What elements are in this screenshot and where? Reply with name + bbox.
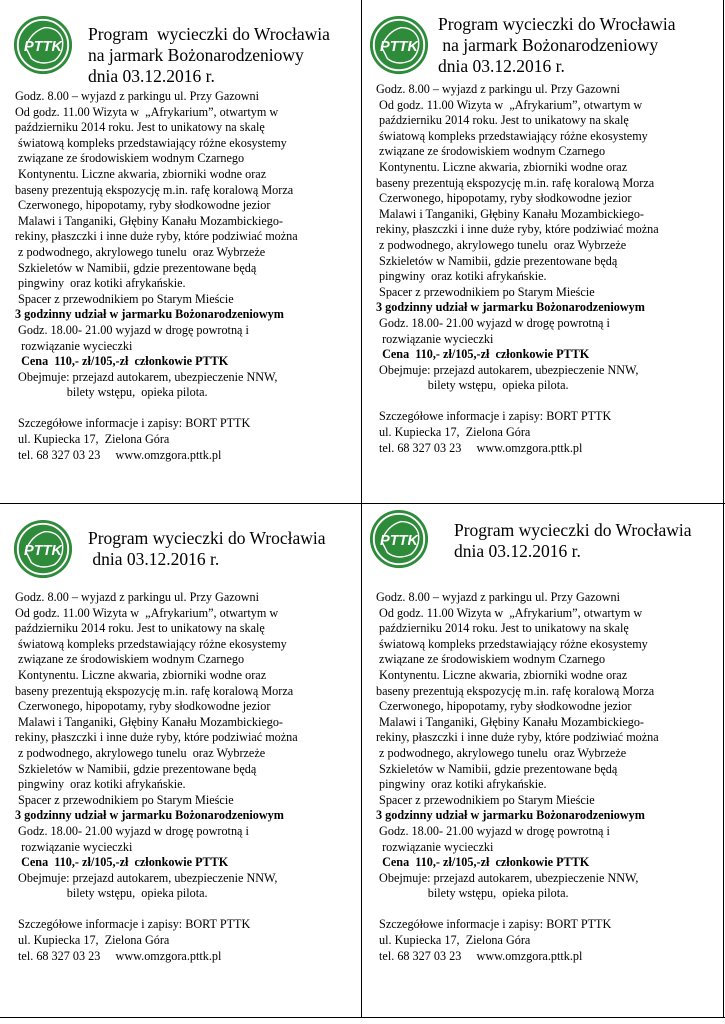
body-line-bold: 3 godzinny udział w jarmarku Bożonarodzeniowym xyxy=(15,808,284,823)
price-line: Cena 110,- zł/105,-zł członkowie PTTK xyxy=(15,855,229,870)
body-line: rekiny, płaszczki i inne duże ryby, które podziwiać można xyxy=(15,229,298,244)
flyer-title xyxy=(454,520,692,562)
body-line: baseny prezentują ekspozycję m.in. rafę koralową Morza xyxy=(376,683,655,698)
body-line: Szkieletów w Namibii, gdzie prezentowane będą xyxy=(376,253,618,268)
price-line: Cena 110,- zł/105,-zł członkowie PTTK xyxy=(376,347,590,362)
body-line: Kontynentu. Liczne akwaria, zbiorniki wodne oraz xyxy=(15,166,267,181)
body-line: rozwiązanie wycieczki xyxy=(15,839,133,854)
body-line: Szczegółowe informacje i zapisy: BORT PTTK xyxy=(376,409,612,424)
body-line: rekiny, płaszczki i inne duże ryby, które podziwiać można xyxy=(376,222,659,237)
body-line: Godz. 18.00- 21.00 wyjazd w drogę powrotną i xyxy=(376,823,610,838)
body-line: tel. 68 327 03 23 www.omzgora.pttk.pl xyxy=(376,948,583,963)
pttk-logo-icon xyxy=(12,14,74,76)
title-line: Program wycieczki do Wrocławia xyxy=(88,528,326,548)
pttk-logo-text: PTTK xyxy=(24,542,62,559)
body-line: z podwodnego, akrylowego tunelu oraz Wybrzeże xyxy=(15,244,266,259)
body-line: ul. Kupiecka 17, Zielona Góra xyxy=(15,933,170,948)
body-line: ul. Kupiecka 17, Zielona Góra xyxy=(15,432,170,447)
body-line: Od godz. 11.00 Wizyta w „Afrykarium”, otwartym w xyxy=(376,605,643,620)
body-line xyxy=(376,394,659,410)
body-line: Godz. 18.00- 21.00 wyjazd w drogę powrotną i xyxy=(15,823,249,838)
body-line: Spacer z przewodnikiem po Starym Mieście xyxy=(376,792,595,807)
body-line: Malawi i Tanganiki, Głębiny Kanału Mozambickiego- xyxy=(15,213,283,228)
body-line: światową kompleks przedstawiający różne ekosystemy xyxy=(376,128,648,143)
body-line: ul. Kupiecka 17, Zielona Góra xyxy=(376,933,531,948)
flyer-top-right xyxy=(362,0,724,503)
body-line: Spacer z przewodnikiem po Starym Mieście xyxy=(15,291,234,306)
pttk-logo-text: PTTK xyxy=(380,532,418,549)
flyer-body xyxy=(15,89,298,463)
body-line xyxy=(15,401,298,417)
body-line: światową kompleks przedstawiający różne ekosystemy xyxy=(15,636,287,651)
body-line: baseny prezentują ekspozycję m.in. rafę koralową Morza xyxy=(15,683,294,698)
title-line: dnia 03.12.2016 r. xyxy=(438,56,565,76)
pttk-logo-icon xyxy=(368,508,430,570)
body-line: światową kompleks przedstawiający różne ekosystemy xyxy=(15,135,287,150)
body-line: Od godz. 11.00 Wizyta w „Afrykarium”, otwartym w xyxy=(15,104,279,119)
body-line: tel. 68 327 03 23 www.omzgora.pttk.pl xyxy=(376,440,583,455)
title-line: Program wycieczki do Wrocławia xyxy=(438,14,676,34)
body-line: Czerwonego, hipopotamy, ryby słodkowodne jezior xyxy=(15,699,271,714)
body-line: Godz. 8.00 – wyjazd z parkingu ul. Przy Gazowni xyxy=(376,590,621,604)
body-line: rekiny, płaszczki i inne duże ryby, które podziwiać można xyxy=(376,730,659,745)
body-line: Obejmuje: przejazd autokarem, ubezpieczenie NNW, xyxy=(376,362,639,377)
body-line: Czerwonego, hipopotamy, ryby słodkowodne jezior xyxy=(376,191,632,206)
body-line: Od godz. 11.00 Wizyta w „Afrykarium”, otwartym w xyxy=(376,97,643,112)
body-line: Godz. 8.00 – wyjazd z parkingu ul. Przy Gazowni xyxy=(15,590,260,604)
body-line: październiku 2014 roku. Jest to unikatowy na skalę xyxy=(376,113,629,128)
body-line: związane ze środowiskiem wodnym Czarnego xyxy=(15,652,245,667)
body-line: Malawi i Tanganiki, Głębiny Kanału Mozambickiego- xyxy=(15,714,283,729)
body-line: bilety wstępu, opieka pilota. xyxy=(15,886,208,901)
body-line: Czerwonego, hipopotamy, ryby słodkowodne jezior xyxy=(376,699,632,714)
body-line-bold: 3 godzinny udział w jarmarku Bożonarodzeniowym xyxy=(376,808,645,823)
flyer-top-left xyxy=(0,0,361,503)
body-line: tel. 68 327 03 23 www.omzgora.pttk.pl xyxy=(15,948,222,963)
flyer-title xyxy=(88,528,326,570)
body-line: pingwiny oraz kotiki afrykańskie. xyxy=(376,777,547,792)
body-line: z podwodnego, akrylowego tunelu oraz Wybrzeże xyxy=(15,745,266,760)
flyer-body xyxy=(376,590,659,964)
body-line: rozwiązanie wycieczki xyxy=(376,331,494,346)
flyer-bottom-right xyxy=(362,504,724,1018)
body-line: pingwiny oraz kotiki afrykańskie. xyxy=(376,269,547,284)
body-line: baseny prezentują ekspozycję m.in. rafę koralową Morza xyxy=(376,175,655,190)
body-line xyxy=(376,902,659,918)
price-line: Cena 110,- zł/105,-zł członkowie PTTK xyxy=(376,855,590,870)
body-line: tel. 68 327 03 23 www.omzgora.pttk.pl xyxy=(15,447,222,462)
body-line: ul. Kupiecka 17, Zielona Góra xyxy=(376,425,531,440)
title-line: na jarmark Bożonarodzeniowy xyxy=(88,45,304,65)
body-line: Szkieletów w Namibii, gdzie prezentowane będą xyxy=(376,761,618,776)
body-line: Obejmuje: przejazd autokarem, ubezpieczenie NNW, xyxy=(15,870,278,885)
body-line: Obejmuje: przejazd autokarem, ubezpieczenie NNW, xyxy=(15,369,278,384)
body-line: związane ze środowiskiem wodnym Czarnego xyxy=(15,151,245,166)
pttk-logo-text: PTTK xyxy=(24,38,62,55)
body-line: rozwiązanie wycieczki xyxy=(376,839,494,854)
body-line-bold: 3 godzinny udział w jarmarku Bożonarodzeniowym xyxy=(376,300,645,315)
body-line-bold: 3 godzinny udział w jarmarku Bożonarodzeniowym xyxy=(15,307,284,322)
flyer-title xyxy=(88,24,330,87)
title-line: dnia 03.12.2016 r. xyxy=(88,549,220,569)
body-line: Godz. 8.00 – wyjazd z parkingu ul. Przy Gazowni xyxy=(15,89,260,103)
title-line: dnia 03.12.2016 r. xyxy=(88,66,215,86)
body-line: październiku 2014 roku. Jest to unikatowy na skalę xyxy=(15,120,265,135)
body-line: Szczegółowe informacje i zapisy: BORT PTTK xyxy=(15,416,251,431)
body-line: rozwiązanie wycieczki xyxy=(15,338,133,353)
flyer-body xyxy=(15,590,298,964)
body-line: Godz. 8.00 – wyjazd z parkingu ul. Przy Gazowni xyxy=(376,82,621,96)
body-line: Od godz. 11.00 Wizyta w „Afrykarium”, otwartym w xyxy=(15,605,279,620)
body-line: Kontynentu. Liczne akwaria, zbiorniki wodne oraz xyxy=(376,159,628,174)
body-line: rekiny, płaszczki i inne duże ryby, które podziwiać można xyxy=(15,730,298,745)
flyer-title xyxy=(438,14,676,77)
body-line: z podwodnego, akrylowego tunelu oraz Wybrzeże xyxy=(376,745,627,760)
flyer-body xyxy=(376,82,659,456)
body-line: związane ze środowiskiem wodnym Czarnego xyxy=(376,144,606,159)
body-line: Obejmuje: przejazd autokarem, ubezpieczenie NNW, xyxy=(376,870,639,885)
title-line: Program wycieczki do Wrocławia xyxy=(454,520,692,540)
title-line: dnia 03.12.2016 r. xyxy=(454,541,581,561)
body-line: bilety wstępu, opieka pilota. xyxy=(376,378,569,393)
body-line: związane ze środowiskiem wodnym Czarnego xyxy=(376,652,606,667)
body-line: Szkieletów w Namibii, gdzie prezentowane będą xyxy=(15,761,257,776)
body-line: bilety wstępu, opieka pilota. xyxy=(15,385,208,400)
body-line: Malawi i Tanganiki, Głębiny Kanału Mozambickiego- xyxy=(376,206,644,221)
body-line: bilety wstępu, opieka pilota. xyxy=(376,886,569,901)
body-line: Szczegółowe informacje i zapisy: BORT PTTK xyxy=(376,917,612,932)
body-line: Godz. 18.00- 21.00 wyjazd w drogę powrotną i xyxy=(376,315,610,330)
pttk-logo-icon xyxy=(368,14,430,76)
body-line: pingwiny oraz kotiki afrykańskie. xyxy=(15,777,186,792)
title-line: na jarmark Bożonarodzeniowy xyxy=(438,35,659,55)
body-line: Spacer z przewodnikiem po Starym Mieście xyxy=(376,284,595,299)
body-line: Czerwonego, hipopotamy, ryby słodkowodne jezior xyxy=(15,198,271,213)
body-line: Spacer z przewodnikiem po Starym Mieście xyxy=(15,792,234,807)
body-line: pingwiny oraz kotiki afrykańskie. xyxy=(15,276,186,291)
body-line: światową kompleks przedstawiający różne ekosystemy xyxy=(376,636,648,651)
body-line: z podwodnego, akrylowego tunelu oraz Wybrzeże xyxy=(376,237,627,252)
body-line xyxy=(15,902,298,918)
pttk-logo-text: PTTK xyxy=(380,38,418,55)
body-line: październiku 2014 roku. Jest to unikatowy na skalę xyxy=(376,621,629,636)
body-line: Szkieletów w Namibii, gdzie prezentowane będą xyxy=(15,260,257,275)
body-line: Szczegółowe informacje i zapisy: BORT PTTK xyxy=(15,917,251,932)
price-line: Cena 110,- zł/105,-zł członkowie PTTK xyxy=(15,354,229,369)
flyer-bottom-left xyxy=(0,504,361,1018)
body-line: październiku 2014 roku. Jest to unikatowy na skalę xyxy=(15,621,265,636)
body-line: Malawi i Tanganiki, Głębiny Kanału Mozambickiego- xyxy=(376,714,644,729)
title-line: Program wycieczki do Wrocławia xyxy=(88,24,330,44)
body-line: Godz. 18.00- 21.00 wyjazd w drogę powrotną i xyxy=(15,322,249,337)
body-line: baseny prezentują ekspozycję m.in. rafę koralową Morza xyxy=(15,182,294,197)
body-line: Kontynentu. Liczne akwaria, zbiorniki wodne oraz xyxy=(15,667,267,682)
body-line: Kontynentu. Liczne akwaria, zbiorniki wodne oraz xyxy=(376,667,628,682)
pttk-logo-icon xyxy=(12,518,74,580)
